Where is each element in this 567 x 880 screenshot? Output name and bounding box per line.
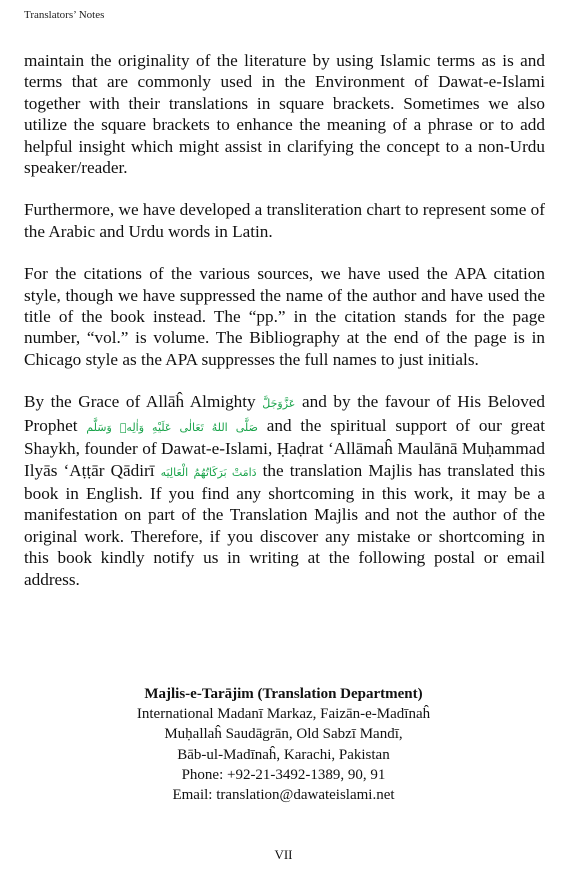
acknowledgement-text-3: and the spiritual support of our great Shaykh, founder of Dawat-e-Islami, Ḥaḍrat ‘Allāmaĥ Maulānā Muḥammad Ilyās ‘Aṭṭār Qādirī <box>24 415 545 480</box>
main-content <box>24 50 545 611</box>
arabic-honorific-2: صَلَّى اللهُ تَعَالٰى عَلَيْهِ وَاٰلِهٖ وَسَلَّم <box>86 420 258 434</box>
arabic-honorific-3: دَامَتْ بَرَكَاتُهُمُ الْعَالِيَه <box>160 465 257 479</box>
acknowledgement-text-1: By the Grace of Allāĥ Almighty <box>24 392 256 412</box>
page-number: VII <box>274 847 293 862</box>
address-line-3: Bāb-ul-Madīnaĥ, Karachi, Pakistan <box>177 746 390 763</box>
acknowledgement-text-2: and by the favour of His Beloved Prophet <box>24 392 546 435</box>
paragraph-acknowledgement <box>24 391 545 590</box>
paragraph-citations: For the citations of the various sources, we have used the APA citation style, though we have suppressed the name of the author and have used the title of the book instead. The “pp.” in the citation stands for the page number, “vol.” is volume. The Bibliography at the end of the page is in Chicago style as the APA suppresses the full names to just initials. <box>24 264 545 369</box>
department-title: Majlis-e-Tarājim (Translation Department) <box>144 686 423 702</box>
address-line-2: Muḥallaĥ Saudāgrān, Old Sabzī Mandī, <box>164 726 403 743</box>
running-header: Translators’ Notes <box>24 9 105 21</box>
paragraph-transliteration: Furthermore, we have developed a transliteration chart to represent some of the Arabic and Urdu words in Latin. <box>24 200 545 241</box>
contact-address-block <box>0 684 567 805</box>
phone-number: Phone: +92-21-3492-1389, 90, 91 <box>181 766 386 783</box>
acknowledgement-text-4: the translation Majlis has translated this book in English. If you find any shortcoming in this work, it may be a manifestation on part of the Translation Majlis and not the author of the original work. Therefore, if you discover any mistake or shortcoming in this book kindly notify us in writing at the following postal or email address. <box>24 460 546 589</box>
arabic-honorific-1: عَزَّوَجَلَّ <box>262 397 296 411</box>
address-line-1: International Madanī Markaz, Faizān-e-Madīnaĥ <box>136 706 431 723</box>
email-address: Email: translation@dawateislami.net <box>172 787 395 804</box>
paragraph-originality: maintain the originality of the literature by using Islamic terms as is and terms that are commonly used in the Environment of Dawat-e-Islami together with their translations in square brackets. Sometimes we also utilize the square brackets to enhance the meaning of a phrase or to add helpful insight which might assist in clarifying the concept to a non-Urdu speaker/reader. <box>24 51 545 178</box>
